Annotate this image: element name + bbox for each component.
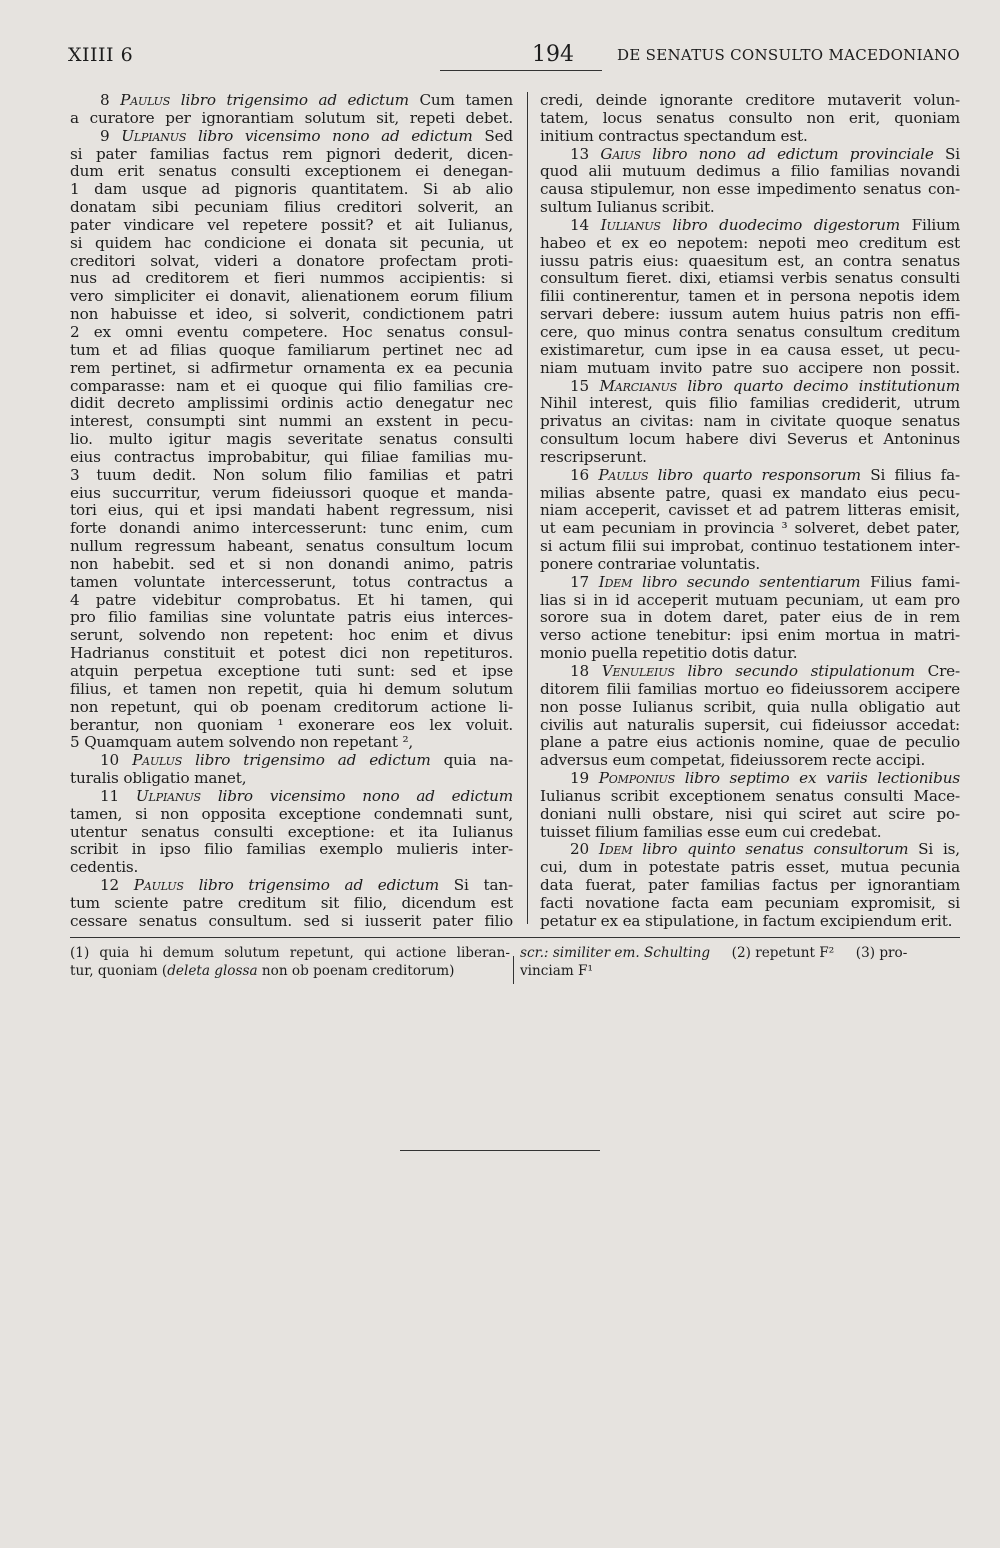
- footnote-right: [520, 944, 960, 980]
- text-line: pro filio familias sine voluntate patris eius interces-: [70, 608, 513, 627]
- text-line: turalis obligatio manet,: [70, 769, 247, 788]
- text-line: ditorem filii familias mortuo eo fideiussorem accipere: [540, 679, 960, 698]
- text-line: 2 ex omni eventu competere. Hoc senatus consul-: [70, 322, 513, 341]
- header-rule: [440, 70, 602, 71]
- text-line: creditori solvat, videri a donatore profectam proti-: [70, 251, 513, 270]
- text-line: Hadrianus constituit et potest dici non repetituros.: [70, 644, 513, 663]
- text-line: rem pertinet, si adfirmetur ornamenta ex ea pecunia: [70, 358, 513, 377]
- text-line: 18 Venuleius libro secundo stipulationum Cre-: [570, 662, 960, 680]
- text-line: forte donandi animo intercesserunt: tunc enim, cum: [70, 519, 513, 538]
- text-line: adversus eum competat, fideiussorem recte accipi.: [540, 751, 926, 770]
- text-line: scribit in ipso filio familias exemplo mulieris inter-: [70, 840, 513, 859]
- bottom-rule: [400, 1150, 600, 1151]
- text-line: verso actione tenebitur: ipsi enim mortua in matri-: [540, 626, 960, 645]
- text-line: berantur, non quoniam ¹ exonerare eos lex voluit.: [70, 715, 513, 734]
- text-line: donatam sibi pecuniam filius creditori solverit, an: [70, 198, 513, 217]
- footnote-line: tur, quoniam (deleta glossa non ob poenam creditorum): [70, 963, 455, 979]
- text-line: monio puella repetitio dotis datur.: [540, 644, 798, 663]
- text-line: non repetunt, qui ob poenam creditorum actione li-: [70, 697, 513, 716]
- text-line: ut eam pecuniam in provincia ³ solveret, debet pater,: [540, 519, 960, 538]
- text-line: utentur senatus consulti exceptione: et ita Iulianus: [70, 822, 513, 841]
- text-line: 12 Paulus libro trigensimo ad edictum Si tan-: [100, 876, 513, 895]
- text-line: Iulianus scribit exceptionem senatus consulti Mace-: [540, 786, 960, 805]
- text-line: 13 Gaius libro nono ad edictum provinciale Si: [570, 144, 960, 163]
- text-line: non posse Iulianus scribit, quia nulla obligatio aut: [540, 697, 960, 716]
- text-line: initium contractus spectandum est.: [540, 126, 808, 145]
- text-line: habeo et ex eo nepotem: nepoti meo creditum est: [540, 233, 960, 252]
- text-line: interest, consumpti sint nummi an exstent in pecu-: [70, 412, 513, 431]
- text-line: eius succurritur, verum fideiussori quoque et manda-: [70, 483, 513, 502]
- text-line: credi, deinde ignorante creditore mutaverit volun-: [540, 91, 960, 109]
- text-line: 19 Pomponius libro septimo ex variis lectionibus: [570, 769, 960, 788]
- right-column: [540, 92, 960, 931]
- page-number: 194: [532, 42, 574, 67]
- text-line: eius contractus improbabitur, qui filiae familias mu-: [70, 447, 513, 466]
- footnote-line: vinciam F¹: [520, 963, 593, 979]
- text-line: privatus an civitas: nam in civitate quoque senatus: [540, 412, 960, 431]
- text-line: tum et ad filias quoque familiarum pertinet nec ad: [70, 340, 513, 359]
- text-line: tori eius, qui et ipsi mandati habent regressum, nisi: [70, 501, 513, 520]
- text-line: servari debere: iussum autem huius patris non effi-: [540, 305, 960, 324]
- text-line: Nihil interest, quis filio familias crediderit, utrum: [540, 394, 960, 413]
- text-line: filii continerentur, tamen et in persona nepotis idem: [540, 287, 960, 306]
- footnote-rule: [70, 937, 960, 938]
- text-line: 20 Idem libro quinto senatus consultorum Si is,: [570, 840, 960, 859]
- text-line: causa stipulemur, non esse impedimento senatus con-: [540, 180, 960, 199]
- footnote-line: scr.: similiter em. Schulting (2) repetunt F² (3) pro-: [520, 945, 908, 961]
- text-line: ponere contrariae voluntatis.: [540, 554, 761, 573]
- text-line: 10 Paulus libro trigensimo ad edictum quia na-: [100, 751, 513, 770]
- text-line: consultum fieret. dixi, etiamsi verbis senatus consulti: [540, 269, 960, 288]
- text-line: lias si in id acceperit mutuam pecuniam, ut eam pro: [540, 590, 960, 609]
- text-line: petatur ex ea stipulatione, in factum excipiendum erit.: [540, 911, 953, 930]
- text-line: niam acceperit, cavisset et ad patrem litteras emisit,: [540, 501, 960, 520]
- text-line: non habuisse et ideo, si solverit, condictionem patri: [70, 305, 513, 324]
- text-line: si actum filii sui improbat, continuo testationem inter-: [540, 537, 960, 556]
- text-line: doniani nulli obstare, nisi qui sciret aut scire po-: [540, 804, 960, 823]
- text-line: 9 Ulpianus libro vicensimo nono ad edictum Sed: [100, 126, 513, 145]
- text-line: 8 Paulus libro trigensimo ad edictum Cum tamen: [100, 91, 513, 109]
- text-line: milias absente patre, quasi ex mandato eius pecu-: [540, 483, 960, 502]
- text-line: data fuerat, pater familias factus per ignorantiam: [540, 876, 960, 895]
- text-line: non habebit. sed et si non donandi animo, patris: [70, 554, 513, 573]
- footnote-separator: [513, 956, 514, 984]
- text-line: tamen voluntate intercesserunt, totus contractus a: [70, 572, 513, 591]
- text-line: a curatore per ignorantiam solutum sit, repeti debet.: [70, 108, 513, 127]
- text-line: si pater familias factus rem pignori dederit, dicen-: [70, 144, 513, 163]
- text-line: existimaretur, cum ipse in ea causa esset, ut pecu-: [540, 340, 960, 359]
- text-line: 14 Iulianus libro duodecimo digestorum Filium: [570, 215, 960, 234]
- text-line: lio. multo igitur magis severitate senatus consulti: [70, 430, 513, 449]
- text-line: filius, et tamen non repetit, quia hi demum solutum: [70, 679, 513, 698]
- text-line: didit decreto amplissimi ordinis actio denegatur nec: [70, 394, 513, 413]
- text-line: cessare senatus consultum. sed si iusserit pater filio: [70, 911, 513, 930]
- text-line: comparasse: nam et ei quoque qui filio familias cre-: [70, 376, 513, 395]
- text-line: 17 Idem libro secundo sententiarum Filius fami-: [570, 572, 960, 591]
- text-line: iussu patris eius: quaesitum est, an contra senatus: [540, 251, 960, 270]
- header-section-ref: XIIII 6: [68, 44, 134, 66]
- text-line: 4 patre videbitur comprobatus. Et hi tamen, qui: [70, 590, 513, 609]
- text-line: 3 tuum dedit. Non solum filio familias et patri: [70, 465, 513, 484]
- text-line: consultum locum habere divi Severus et Antoninus: [540, 430, 960, 449]
- text-line: 1 dam usque ad pignoris quantitatem. Si ab alio: [70, 180, 513, 199]
- text-line: serunt, solvendo non repetent: hoc enim et divus: [70, 626, 513, 645]
- text-line: rescripserunt.: [540, 447, 647, 466]
- text-line: cedentis.: [70, 858, 139, 877]
- text-line: si quidem hac condicione ei donata sit pecunia, ut: [70, 233, 513, 252]
- text-line: cere, quo minus contra senatus consultum creditum: [540, 322, 960, 341]
- text-line: vero simpliciter ei donavit, alienationem eorum filium: [70, 287, 513, 306]
- text-line: facti novatione facta eam pecuniam expromisit, si: [540, 893, 960, 912]
- text-line: niam mutuam invito patre suo accipere non possit.: [540, 358, 960, 377]
- text-line: 5 Quamquam autem solvendo non repetant ²,: [70, 733, 414, 752]
- text-line: dum erit senatus consulti exceptionem ei denegan-: [70, 162, 513, 181]
- text-line: sorore sua in dotem daret, pater eius de in rem: [540, 608, 960, 627]
- column-divider: [527, 92, 528, 924]
- text-line: plane a patre eius actionis nomine, quae de peculio: [540, 733, 960, 752]
- text-line: 16 Paulus libro quarto responsorum Si filius fa-: [570, 465, 960, 484]
- left-column: [70, 92, 513, 931]
- footnote-left: [70, 944, 510, 980]
- header-title: DE SENATUS CONSULTO MACEDONIANO: [617, 46, 960, 64]
- text-line: tuisset filium familias esse eum cui credebat.: [540, 822, 882, 841]
- text-line: nus ad creditorem et fieri nummos accipientis: si: [70, 269, 513, 288]
- text-line: cui, dum in potestate patris esset, mutua pecunia: [540, 858, 960, 877]
- text-line: sultum Iulianus scribit.: [540, 198, 715, 217]
- text-line: 11 Ulpianus libro vicensimo nono ad edictum: [100, 786, 513, 805]
- text-line: tum sciente patre creditum sit filio, dicendum est: [70, 893, 513, 912]
- text-line: pater vindicare vel repetere possit? et ait Iulianus,: [70, 215, 513, 234]
- text-line: 15 Marcianus libro quarto decimo institutionum: [570, 376, 960, 395]
- text-line: tatem, locus senatus consulto non erit, quoniam: [540, 108, 960, 127]
- text-line: atquin perpetua exceptione tuti sunt: sed et ipse: [70, 662, 513, 680]
- text-line: tamen, si non opposita exceptione condemnati sunt,: [70, 804, 513, 823]
- text-line: civilis aut naturalis supersit, cui fideiussor accedat:: [540, 715, 960, 734]
- footnote-line: (1) quia hi demum solutum repetunt, qui actione liberan-: [70, 945, 510, 961]
- text-line: quod alii mutuum dedimus a filio familias novandi: [540, 162, 960, 181]
- text-line: nullum regressum habeant, senatus consultum locum: [70, 537, 513, 556]
